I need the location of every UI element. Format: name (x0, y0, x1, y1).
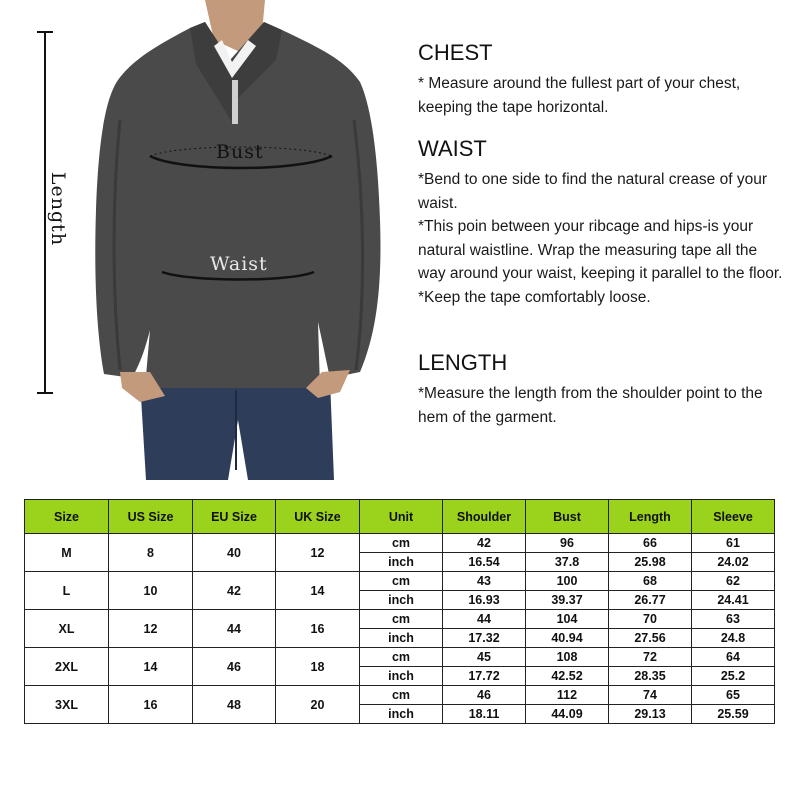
bust-cell: 42.52 (526, 667, 609, 686)
table-row (25, 610, 775, 629)
shoulder-cell: 44 (443, 610, 526, 629)
table-body (25, 534, 775, 724)
eu-size-cell: 46 (193, 648, 276, 686)
waist-text-3: *Keep the tape comfortably loose. (418, 288, 651, 306)
sleeve-cell: 24.8 (692, 629, 775, 648)
length-section (418, 350, 763, 429)
eu-size-cell: 48 (193, 686, 276, 724)
header-length: Length (609, 500, 692, 534)
waist-text-1: *Bend to one side to find the natural crease of your waist. (418, 171, 767, 212)
shoulder-cell: 18.11 (443, 705, 526, 724)
eu-size-cell: 42 (193, 572, 276, 610)
length-cell: 29.13 (609, 705, 692, 724)
chest-title: CHEST (418, 40, 493, 65)
bust-cell: 112 (526, 686, 609, 705)
table-row (25, 572, 775, 591)
us-size-cell: 16 (109, 686, 193, 724)
unit-cell: cm (360, 534, 443, 553)
bust-cell: 100 (526, 572, 609, 591)
size-cell: 3XL (25, 686, 109, 724)
size-cell: L (25, 572, 109, 610)
unit-cell: cm (360, 572, 443, 591)
bust-cell: 39.37 (526, 591, 609, 610)
us-size-cell: 14 (109, 648, 193, 686)
sleeve-cell: 64 (692, 648, 775, 667)
table-row (25, 648, 775, 667)
shoulder-cell: 16.93 (443, 591, 526, 610)
header-sleeve: Sleeve (692, 500, 775, 534)
header-eu-size: EU Size (193, 500, 276, 534)
sleeve-cell: 25.59 (692, 705, 775, 724)
bust-label: Bust (216, 141, 264, 163)
uk-size-cell: 18 (276, 648, 360, 686)
header-bust: Bust (526, 500, 609, 534)
bust-cell: 108 (526, 648, 609, 667)
unit-cell: inch (360, 629, 443, 648)
chest-section (418, 40, 773, 119)
length-cell: 74 (609, 686, 692, 705)
unit-cell: inch (360, 553, 443, 572)
shoulder-cell: 16.54 (443, 553, 526, 572)
length-label: Length (47, 171, 69, 247)
waist-text-2: *This poin between your ribcage and hips-is your natural waistline. Wrap the measuring tape all the way around your waist, keeping it parallel to the floor. (418, 218, 783, 282)
zipper (232, 80, 238, 124)
eu-size-cell: 40 (193, 534, 276, 572)
unit-cell: inch (360, 667, 443, 686)
length-cell: 28.35 (609, 667, 692, 686)
sleeve-cell: 62 (692, 572, 775, 591)
shoulder-cell: 46 (443, 686, 526, 705)
eu-size-cell: 44 (193, 610, 276, 648)
sleeve-cell: 61 (692, 534, 775, 553)
bust-cell: 44.09 (526, 705, 609, 724)
chest-text: * Measure around the fullest part of your chest, keeping the tape horizontal. (418, 75, 741, 116)
us-size-cell: 10 (109, 572, 193, 610)
length-cell: 72 (609, 648, 692, 667)
waist-title: WAIST (418, 136, 487, 161)
us-size-cell: 12 (109, 610, 193, 648)
header-shoulder: Shoulder (443, 500, 526, 534)
length-text: *Measure the length from the shoulder point to the hem of the garment. (418, 385, 763, 426)
unit-cell: cm (360, 686, 443, 705)
header-us-size: US Size (109, 500, 193, 534)
bust-cell: 96 (526, 534, 609, 553)
table-header-row (25, 500, 775, 534)
shoulder-cell: 17.32 (443, 629, 526, 648)
bust-cell: 40.94 (526, 629, 609, 648)
sleeve-cell: 24.41 (692, 591, 775, 610)
bust-cell: 37.8 (526, 553, 609, 572)
unit-cell: inch (360, 591, 443, 610)
size-cell: 2XL (25, 648, 109, 686)
header-size: Size (25, 500, 109, 534)
length-cell: 27.56 (609, 629, 692, 648)
shoulder-cell: 45 (443, 648, 526, 667)
length-cell: 68 (609, 572, 692, 591)
waist-label: Waist (210, 253, 268, 275)
length-cell: 66 (609, 534, 692, 553)
waist-section (418, 136, 786, 309)
unit-cell: inch (360, 705, 443, 724)
bust-cell: 104 (526, 610, 609, 629)
uk-size-cell: 16 (276, 610, 360, 648)
length-cell: 26.77 (609, 591, 692, 610)
us-size-cell: 8 (109, 534, 193, 572)
uk-size-cell: 12 (276, 534, 360, 572)
size-cell: XL (25, 610, 109, 648)
table-row (25, 686, 775, 705)
table-row (25, 534, 775, 553)
length-cell: 70 (609, 610, 692, 629)
model-illustration (0, 0, 400, 480)
unit-cell: cm (360, 610, 443, 629)
uk-size-cell: 20 (276, 686, 360, 724)
shoulder-cell: 17.72 (443, 667, 526, 686)
length-cell: 25.98 (609, 553, 692, 572)
unit-cell: cm (360, 648, 443, 667)
size-chart-table (24, 499, 775, 724)
length-title: LENGTH (418, 350, 508, 375)
sleeve-cell: 65 (692, 686, 775, 705)
header-uk-size: UK Size (276, 500, 360, 534)
header-unit: Unit (360, 500, 443, 534)
sleeve-cell: 25.2 (692, 667, 775, 686)
shoulder-cell: 43 (443, 572, 526, 591)
shoulder-cell: 42 (443, 534, 526, 553)
uk-size-cell: 14 (276, 572, 360, 610)
size-cell: M (25, 534, 109, 572)
sleeve-cell: 24.02 (692, 553, 775, 572)
sleeve-cell: 63 (692, 610, 775, 629)
